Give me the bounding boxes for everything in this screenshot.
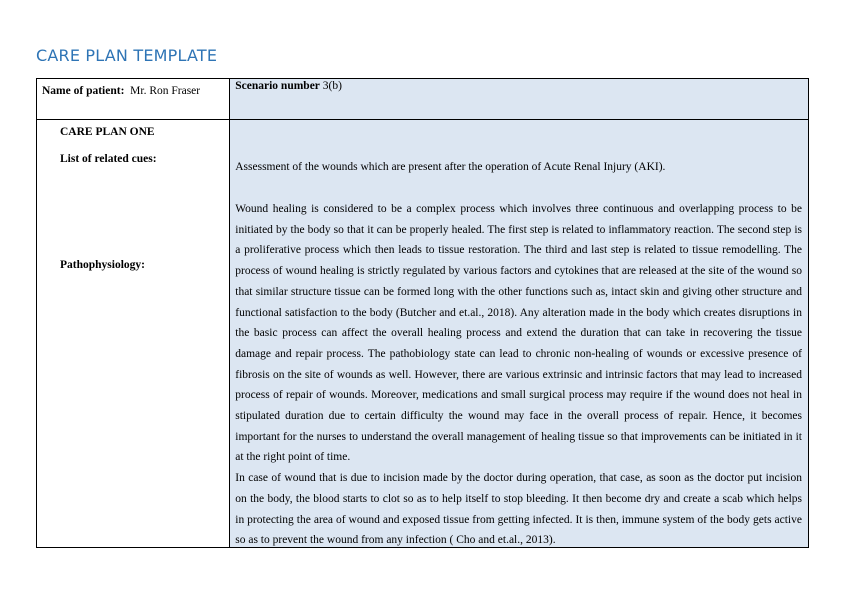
patient-cell xyxy=(37,79,230,120)
header-row xyxy=(37,79,809,120)
pathophysiology-paragraph: Wound healing is considered to be a complex process which involves three continuous and overlapping process to be initiated by the body so that it can be properly healed. The first step is related to inflammatory reaction. The second step is a proliferative process which then leads to tissue restoration. The third and last step is related to tissue remodelling. The process of wound healing is strictly regulated by various factors and cytokines that are released at the site of the wound so that similar structure tissue can be formed long with the other functions such as, intact skin and giving other structure and functional satisfaction to the body (Butcher and et.al., 2018). Any alteration made in the body which creates disruptions in the basic process can affect the overall healing process and extend the duration that can take in recovering the tissue damage and repair process. The pathobiology state can lead to chronic non-healing of wounds or excessive presence of fibrosis on the site of wounds as well. However, there are various extrinsic and intrinsic factors that may lead to increased process of repair of wounds. Moreover, medications and small surgical process may require if the wound does not heal in stipulated duration due to certain difficulty the wound may face in the overall process of repair. Hence, it becomes important for the nurses to understand the overall management of healing tissue so that improvements can be initiated in it at the right point of time. xyxy=(235,203,802,464)
scenario-cell xyxy=(230,79,809,120)
labels-cell xyxy=(37,120,230,548)
content-cell xyxy=(230,120,809,548)
cues-label: List of related cues: xyxy=(60,153,157,165)
page-title: CARE PLAN TEMPLATE xyxy=(36,46,218,65)
patient-name: Mr. Ron Fraser xyxy=(130,85,201,97)
scenario-label: Scenario number xyxy=(235,80,320,92)
care-plan-heading: CARE PLAN ONE xyxy=(60,126,155,138)
pathophysiology-paragraph: In case of wound that is due to incision made by the doctor during operation, that case, as soon as the doctor put incision on the body, the blood starts to clot so as to help itself to stop bleeding. It then become dry and create a scab which helps in protecting the area of wound and exposed tissue from getting infected. It is then, immune system of the body gets active so as to prevent the wound from any infection ( Cho and et.al., 2013). xyxy=(235,472,802,547)
pathophysiology-text xyxy=(235,199,802,551)
care-plan-row xyxy=(37,120,809,548)
cues-text: Assessment of the wounds which are present after the operation of Acute Renal Injury (AKI). xyxy=(235,161,666,173)
scenario-value: 3(b) xyxy=(322,80,342,92)
pathophysiology-label: Pathophysiology: xyxy=(60,259,145,271)
patient-label: Name of patient: xyxy=(42,85,125,97)
care-plan-table xyxy=(36,78,809,548)
